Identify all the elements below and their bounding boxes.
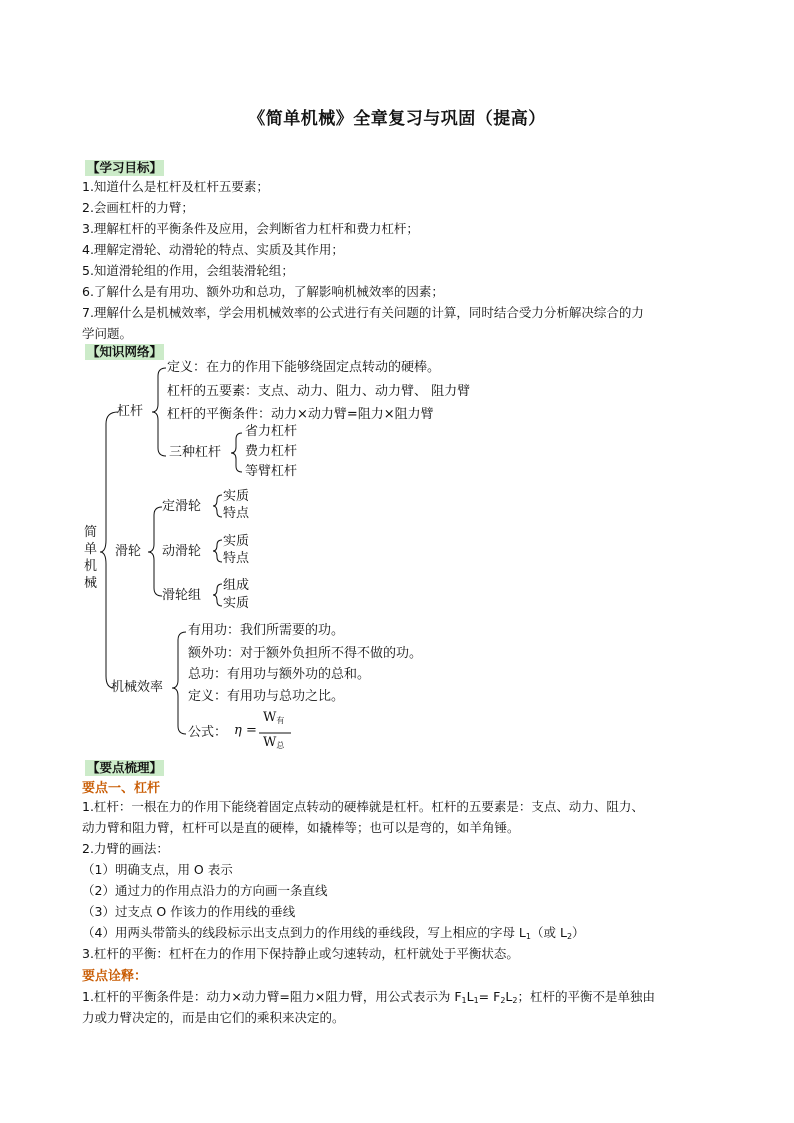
pulley-block-item: 组成 <box>223 578 250 593</box>
step-item: （2）通过力的作用点沿力的方向画一条直线 <box>82 883 328 898</box>
types-brace <box>231 433 242 472</box>
objective-item: 1.知道什么是杠杆及杠杆五要素； <box>82 179 269 194</box>
objective-item: 3.理解杠杆的平衡条件及应用，会判断省力杠杆和费力杠杆； <box>82 221 419 236</box>
root-char: 单 <box>84 542 98 557</box>
objective-item: 7.理解什么是机械效率，学会用机械效率的公式进行有关问题的计算，同时结合受力分析解决综合的力 <box>82 305 644 320</box>
formula-label: 公式： <box>188 725 228 740</box>
lever-type: 费力杠杆 <box>245 444 298 459</box>
objective-item: 4.理解定滑轮、动滑轮的特点、实质及其作用； <box>82 242 344 257</box>
lever-label: 杠杆 <box>117 404 144 419</box>
eta-symbol: η <box>234 723 242 738</box>
lever-types-label: 三种杠杆 <box>169 445 222 460</box>
objective-item: 学问题。 <box>82 326 133 341</box>
page-title: 《简单机械》全章复习与巩固（提高） <box>248 109 546 129</box>
explain-title: 要点诠释： <box>82 969 148 984</box>
equals-sign: = <box>246 723 257 738</box>
fraction-denominator: $W_总$ <box>263 735 285 750</box>
efficiency-definition: 定义：有用功与总功之比。 <box>188 689 345 704</box>
points-header: 【要点梳理】 <box>87 760 163 775</box>
fraction-numerator: $W_有$ <box>263 710 285 725</box>
fixed-pulley-item: 特点 <box>223 506 250 521</box>
movable-pulley-item: 特点 <box>223 551 250 566</box>
pulley-block-item: 实质 <box>223 596 250 611</box>
objective-item: 6.了解什么是有用功、额外功和总功，了解影响机械效率的因素； <box>82 284 444 299</box>
fixed-pulley-label: 定滑轮 <box>162 499 202 514</box>
movable-pulley-item: 实质 <box>223 534 250 549</box>
block-brace <box>213 584 222 606</box>
point-line: 2.力臂的画法： <box>82 841 169 856</box>
step-item: （1）明确支点，用 O 表示 <box>82 862 233 877</box>
lever-definition: 定义：在力的作用下能够绕固定点转动的硬棒。 <box>167 360 441 375</box>
root-char: 简 <box>84 525 98 540</box>
objective-item: 2.会画杠杆的力臂； <box>82 200 194 215</box>
useful-work: 有用功：我们所需要的功。 <box>188 623 345 638</box>
objective-item: 5.知道滑轮组的作用，会组装滑轮组； <box>82 263 294 278</box>
point1-title: 要点一、杠杆 <box>82 781 161 796</box>
lever-five-elements: 杠杆的五要素：支点、动力、阻力、动力臂、 阻力臂 <box>167 384 471 399</box>
lever-balance: 杠杆的平衡条件：动力×动力臂=阻力×阻力臂 <box>167 407 434 422</box>
lever-type: 省力杠杆 <box>245 424 298 439</box>
lever-brace <box>152 368 166 456</box>
lever-type: 等臂杠杆 <box>245 464 298 479</box>
root-char: 械 <box>84 576 98 591</box>
network-header: 【知识网络】 <box>87 344 163 359</box>
efficiency-label: 机械效率 <box>111 680 164 695</box>
point-line: 1.杠杆：一根在力的作用下能绕着固定点转动的硬棒就是杠杆。杠杆的五要素是：支点、动力、阻力、 <box>82 799 644 814</box>
root-char: 机 <box>84 559 98 574</box>
total-work: 总功：有用功与额外功的总和。 <box>188 667 371 682</box>
step-item: （4）用两头带箭头的线段标示出支点到力的作用线的垂线段，写上相应的字母 $L_1$（或 $L_2$） <box>82 925 585 941</box>
movable-pulley-label: 动滑轮 <box>162 544 202 559</box>
objectives-header: 【学习目标】 <box>87 160 163 175</box>
extra-work: 额外功：对于额外负担所不得不做的功。 <box>188 646 423 661</box>
movable-brace <box>213 540 222 562</box>
point-line: 动力臂和阻力臂，杠杆可以是直的硬棒，如撬棒等；也可以是弯的，如羊角锤。 <box>82 820 520 835</box>
explain-line: 力或力臂决定的，而是由它们的乘积来决定的。 <box>82 1010 345 1025</box>
pulley-label: 滑轮 <box>115 544 142 559</box>
efficiency-brace <box>172 632 186 734</box>
explain-line: 1.杠杆的平衡条件是：动力×动力臂=阻力×阻力臂，用公式表示为 $F_1L_1= F_2L_2$；杠杆的平衡不是单独由 <box>82 989 655 1005</box>
pulley-block-label: 滑轮组 <box>162 588 202 603</box>
fixed-brace <box>213 495 222 517</box>
fixed-pulley-item: 实质 <box>223 489 250 504</box>
point-line: 3.杠杆的平衡：杠杆在力的作用下保持静止或匀速转动，杠杆就处于平衡状态。 <box>82 946 519 961</box>
step-item: （3）过支点 O 作该力的作用线的垂线 <box>82 904 296 919</box>
pulley-brace <box>148 507 162 596</box>
